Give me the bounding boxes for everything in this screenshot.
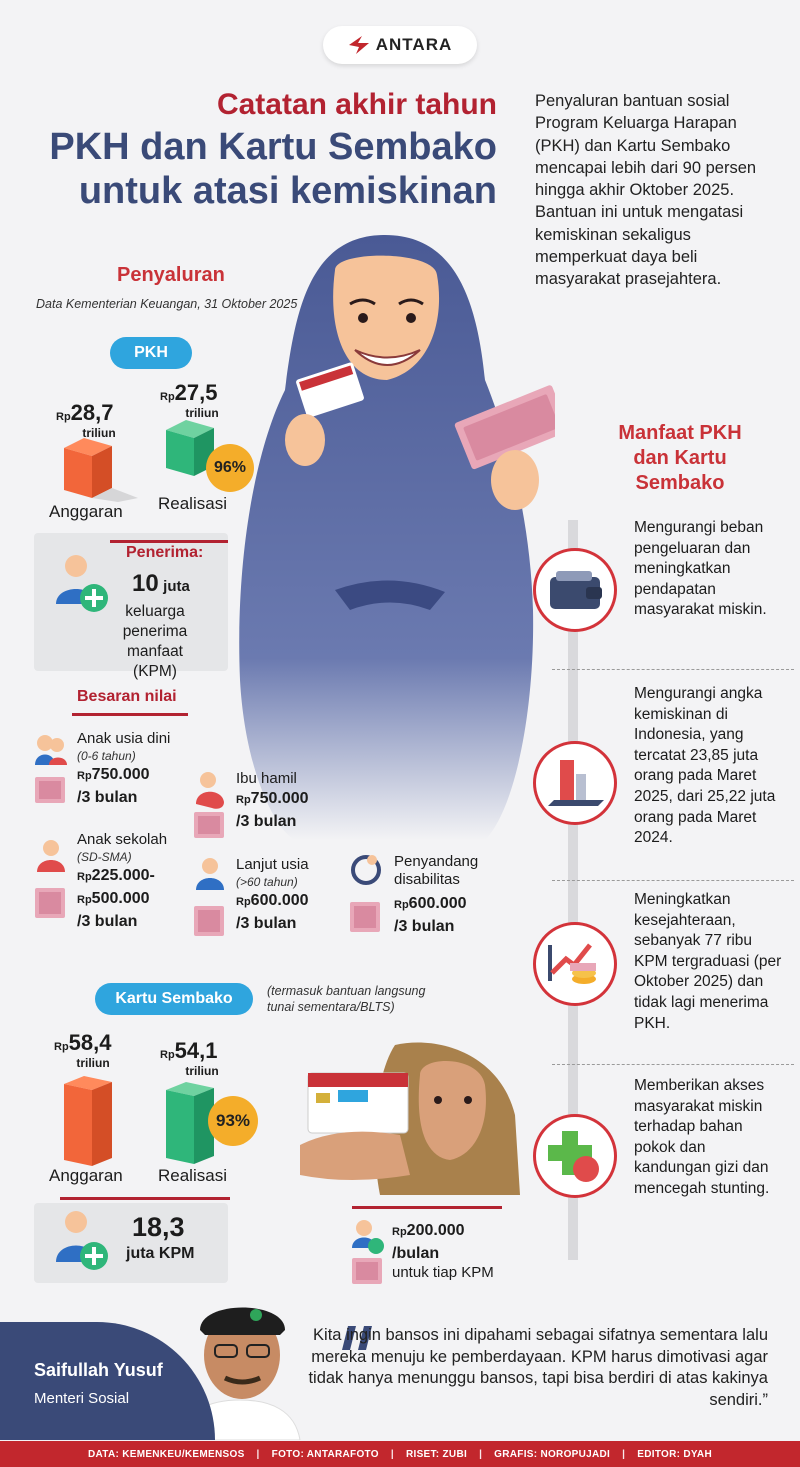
divider-2 xyxy=(552,880,794,881)
credit-foto: FOTO: ANTARAFOTO xyxy=(271,1448,379,1460)
credit-riset: RISET: ZUBI xyxy=(405,1448,468,1460)
pkh-percent-badge: 96% xyxy=(206,444,254,492)
sembako-note: (termasuk bantuan langsung tunai sementara/BLTS) xyxy=(267,984,426,1014)
credit-editor: EDITOR: DYAH xyxy=(637,1448,712,1460)
per-kpm-icon xyxy=(350,1218,386,1288)
per-kpm-rule xyxy=(352,1206,502,1209)
besaran-item-lanjut-usia: Lanjut usia (>60 tahun) Rp600.000 /3 bulan xyxy=(236,856,309,932)
page-title-line2: untuk atasi kemiskinan xyxy=(78,170,497,212)
manfaat-title: Manfaat PKH dan Kartu Sembako xyxy=(618,422,742,494)
besaran-item-ibu-hamil: Ibu hamil Rp750.000 /3 bulan xyxy=(236,770,309,830)
elderly-icon xyxy=(192,856,228,940)
divider-1 xyxy=(552,669,794,670)
sembako-recipient-icon xyxy=(52,1208,112,1272)
health-food-icon xyxy=(536,1117,614,1195)
sembako-label: Kartu Sembako xyxy=(95,983,253,1015)
antara-logo-icon xyxy=(348,35,370,55)
penerima-desc: keluarga penerima manfaat (KPM) xyxy=(122,603,188,680)
kicker: Catatan akhir tahun xyxy=(216,88,497,121)
besaran-rule xyxy=(72,713,188,716)
credit-data: DATA: KEMENKEU/KEMENSOS xyxy=(88,1448,245,1460)
penerima-value: 10 juta xyxy=(132,570,190,597)
sembako-percent-badge: 93% xyxy=(208,1096,258,1146)
page-title-line1: PKH dan Kartu Sembako xyxy=(49,126,497,168)
besaran-item-disabilitas: Penyandang disabilitas Rp600.000 /3 bulan xyxy=(394,853,479,935)
growth-coins-icon xyxy=(536,925,614,1003)
sembako-kpm-unit: juta KPM xyxy=(126,1245,195,1262)
intro-paragraph: Penyaluran bantuan sosial Program Keluarga Harapan (PKH) dan Kartu Sembako mencapai lebih dari 90 persen hingga akhir Oktober 2025. Bantuan ini untuk mengatasi kemiskinan sekaligus memperkuat daya beli masyarakat prasejahtera. xyxy=(535,92,757,289)
pregnant-icon xyxy=(192,770,228,840)
besaran-item-anak-sekolah: Anak sekolah (SD-SMA) Rp225.000- Rp500.000 /3 bulan xyxy=(77,831,168,930)
manfaat-text-3: Meningkatkan kesejahteraan, sebanyak 77 ribu KPM tergraduasi (per Oktober 2025) dan tidak lagi menerima PKH. xyxy=(634,891,782,1032)
pkh-realisasi-value: Rp27,5 triliun xyxy=(160,380,219,420)
elderly-woman-illustration xyxy=(300,1035,520,1195)
manfaat-text-2: Mengurangi angka kemiskinan di Indonesia, yang tercatat 23,85 juta orang pada Maret 2025, dari 25,22 juta orang pada Maret 2024. xyxy=(634,685,776,847)
manfaat-icon-circle-2 xyxy=(533,741,617,825)
sembako-anggaran-value: Rp58,4 triliun xyxy=(54,1030,112,1070)
sembako-anggaran-label: Anggaran xyxy=(49,1166,123,1185)
logo-text: ANTARA xyxy=(375,35,453,54)
student-icon xyxy=(33,838,69,924)
penerima-rule xyxy=(110,540,228,543)
footer-credits: DATA: KEMENKEU/KEMENSOS | FOTO: ANTARAFOTO | RISET: ZUBI | GRAFIS: NOROPUJADI | EDITOR: DYAH xyxy=(0,1441,800,1467)
besaran-item-anak-usia-dini: Anak usia dini (0-6 tahun) Rp750.000 /3 bulan xyxy=(77,730,171,806)
quote-role: Menteri Sosial xyxy=(34,1390,130,1407)
manfaat-icon-circle-4 xyxy=(533,1114,617,1198)
pkh-realisasi-label: Realisasi xyxy=(158,494,227,513)
penerima-title: Penerima: xyxy=(126,544,204,561)
wheelchair-icon xyxy=(348,852,384,938)
penyaluran-title: Penyaluran xyxy=(117,264,225,286)
sembako-rule xyxy=(60,1197,230,1200)
manfaat-icon-circle-3 xyxy=(533,922,617,1006)
bar-decline-icon xyxy=(536,744,614,822)
per-kpm-value: Rp200.000 /bulan untuk tiap KPM xyxy=(392,1222,494,1281)
pkh-label: PKH xyxy=(110,337,192,369)
pkh-anggaran-value: Rp28,7 triliun xyxy=(56,400,116,440)
sembako-kpm-value: 18,3 xyxy=(132,1212,185,1242)
quote-text: Kita ingin bansos ini dipahami sebagai sifatnya sementara lalu mereka menuju ke pemberdayaan. KPM harus dimotivasi agar tidak hanya menunggu bansos, tapi bisa berdiri di atas kakinya sendiri.” xyxy=(308,1326,768,1409)
divider-3 xyxy=(552,1064,794,1065)
sembako-realisasi-value: Rp54,1 triliun xyxy=(160,1038,219,1078)
woman-illustration xyxy=(215,230,555,840)
child-icon xyxy=(33,733,69,807)
pkh-anggaran-label: Anggaran xyxy=(49,502,123,521)
pkh-anggaran-cube xyxy=(60,436,140,502)
sembako-realisasi-label: Realisasi xyxy=(158,1166,227,1185)
manfaat-text-1: Mengurangi beban pengeluaran dan meningkatkan pendapatan masyarakat miskin. xyxy=(634,519,767,619)
manfaat-text-4: Memberikan akses masyarakat miskin terhadap bahan pokok dan kandungan gizi dan mencegah stunting. xyxy=(634,1077,770,1197)
wallet-icon xyxy=(536,551,614,629)
quote-name: Saifullah Yusuf xyxy=(34,1360,163,1380)
data-source: Data Kementerian Keuangan, 31 Oktober 2025 xyxy=(36,297,298,311)
credit-grafis: GRAFIS: NOROPUJADI xyxy=(494,1448,611,1460)
besaran-title: Besaran nilai xyxy=(77,688,177,705)
manfaat-icon-circle-1 xyxy=(533,548,617,632)
antara-logo xyxy=(323,26,477,64)
